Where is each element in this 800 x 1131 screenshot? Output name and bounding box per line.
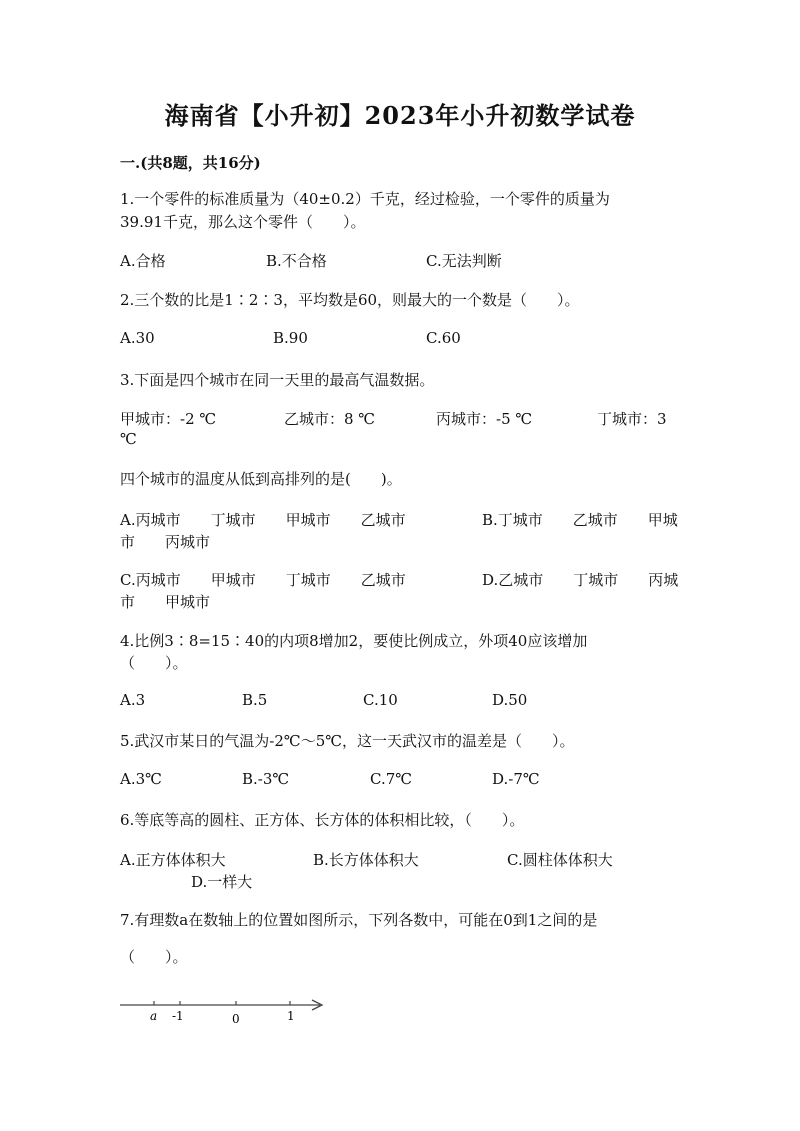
city-jia-temp: 甲城市：-2 ℃ (120, 410, 217, 428)
question-5-option-b: B.-3℃ (242, 770, 290, 788)
question-4-option-c: C.10 (363, 691, 398, 709)
question-5-option-d: D.-7℃ (492, 770, 540, 788)
question-1-stem: 1.一个零件的标准质量为（40±0.2）千克，经过检验，一个零件的质量为 (120, 190, 610, 208)
question-1-option-b: B.不合格 (266, 252, 327, 270)
question-2-option-b: B.90 (273, 329, 308, 347)
question-3-option-c: C.丙城市 甲城市 丁城市 乙城市 (120, 571, 406, 589)
label-1: 1 (287, 1009, 295, 1023)
city-ding-temp-unit: ℃ (120, 430, 137, 448)
section-heading: 一.(共8题，共16分) (120, 154, 261, 172)
question-2-stem: 2.三个数的比是1∶2∶3，平均数是60，则最大的一个数是（ ）。 (120, 291, 580, 309)
question-4-option-d: D.50 (492, 691, 528, 709)
question-3-option-d: D.乙城市 丁城市 丙城 (482, 571, 679, 589)
question-7-stem: 7.有理数a在数轴上的位置如图所示，下列各数中，可能在0到1之间的是 (120, 911, 598, 929)
city-yi-temp: 乙城市：8 ℃ (284, 410, 376, 428)
question-4-stem-cont: （ ）。 (120, 654, 188, 672)
question-4-option-b: B.5 (242, 691, 268, 709)
question-2-option-c: C.60 (426, 329, 461, 347)
question-5-option-c: C.7℃ (370, 770, 413, 788)
question-6-stem: 6.等底等高的圆柱、正方体、长方体的体积相比较，（ ）。 (120, 811, 525, 829)
city-ding-temp: 丁城市：3 (597, 410, 667, 428)
question-3-stem: 3.下面是四个城市在同一天里的最高气温数据。 (120, 371, 435, 389)
question-3-option-b: B.丁城市 乙城市 甲城 (482, 511, 678, 529)
question-5-option-a: A.3℃ (120, 770, 162, 788)
question-6-option-b: B.长方体体积大 (313, 851, 419, 869)
label-0: 0 (232, 1012, 240, 1026)
question-3-prompt: 四个城市的温度从低到高排列的是( )。 (120, 470, 402, 488)
page-title: 海南省【小升初】2023年小升初数学试卷 (164, 101, 636, 130)
question-4-option-a: A.3 (120, 691, 146, 709)
question-1-option-c: C.无法判断 (426, 252, 502, 270)
question-6-option-d: D.一样大 (191, 873, 253, 891)
question-1-stem-cont: 39.91千克，那么这个零件（ ）。 (120, 213, 366, 231)
question-1-option-a: A.合格 (120, 252, 166, 270)
question-4-stem: 4.比例3∶8=15∶40的内项8增加2，要使比例成立，外项40应该增加 (120, 632, 588, 650)
number-line-figure (110, 995, 340, 1035)
label-a: a (150, 1009, 158, 1023)
question-3-option-d-cont: 市 甲城市 (120, 593, 211, 611)
question-3-option-a: A.丙城市 丁城市 甲城市 乙城市 (120, 511, 406, 529)
question-6-option-a: A.正方体体积大 (120, 851, 226, 869)
question-3-option-b-cont: 市 丙城市 (120, 533, 211, 551)
label-neg1: -1 (172, 1009, 184, 1023)
city-bing-temp: 丙城市：-5 ℃ (436, 410, 533, 428)
question-7-stem-cont: （ ）。 (120, 948, 188, 966)
question-6-option-c: C.圆柱体体积大 (507, 851, 613, 869)
question-2-option-a: A.30 (120, 329, 155, 347)
question-5-stem: 5.武汉市某日的气温为-2℃～5℃，这一天武汉市的温差是（ ）。 (120, 732, 575, 750)
